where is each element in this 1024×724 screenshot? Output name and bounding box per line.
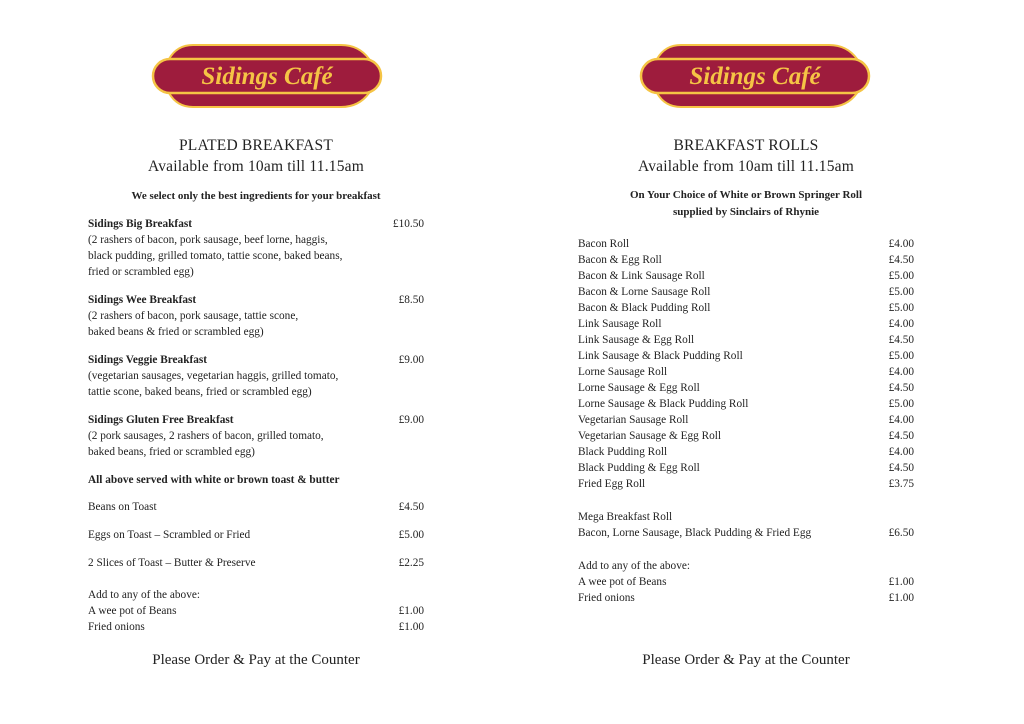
item-name: Lorne Sausage & Egg Roll <box>578 382 700 394</box>
roll-item <box>578 284 914 300</box>
item-name: Link Sausage & Black Pudding Roll <box>578 350 743 362</box>
item-desc: tattie scone, baked beans, fried or scrambled egg) <box>88 386 312 398</box>
roll-item <box>578 316 914 332</box>
item-name: Sidings Wee Breakfast <box>88 294 197 306</box>
roll-item <box>578 444 914 460</box>
roll-item <box>578 348 914 364</box>
item-name: Bacon & Black Pudding Roll <box>578 302 711 314</box>
item-price: £4.00 <box>888 414 914 426</box>
item-price: £5.00 <box>888 398 914 410</box>
item-price: £5.00 <box>888 286 914 298</box>
roll-item <box>578 268 914 284</box>
item-name: Bacon & Lorne Sausage Roll <box>578 286 711 298</box>
roll-item <box>578 412 914 428</box>
roll-item <box>578 396 914 412</box>
item-name: Black Pudding Roll <box>578 446 668 458</box>
roll-item <box>578 380 914 396</box>
item-price: £9.00 <box>398 414 424 426</box>
plated-breakfast-menu <box>86 0 426 724</box>
item-desc: baked beans & fried or scrambled egg) <box>88 326 264 338</box>
mega-roll <box>578 509 914 541</box>
roll-item <box>578 364 914 380</box>
footer-note: Please Order & Pay at the Counter <box>152 652 360 668</box>
item-price: £4.50 <box>888 334 914 346</box>
item-name: 2 Slices of Toast – Butter & Preserve <box>88 557 256 569</box>
item-name: Sidings Gluten Free Breakfast <box>88 414 234 426</box>
menu-item <box>88 555 424 571</box>
item-desc: (2 rashers of bacon, pork sausage, tattie scone, <box>88 310 299 322</box>
roll-item <box>578 476 914 492</box>
addons <box>578 558 914 606</box>
menu-item <box>88 292 424 340</box>
item-price: £1.00 <box>398 605 424 617</box>
item-price: £4.00 <box>888 238 914 250</box>
item-name: A wee pot of Beans <box>578 576 667 588</box>
breakfast-rolls-menu <box>576 0 916 724</box>
item-price: £10.50 <box>392 218 424 230</box>
menu-item <box>88 499 424 515</box>
menu-title: BREAKFAST ROLLS <box>673 137 819 154</box>
footer-note: Please Order & Pay at the Counter <box>642 652 850 668</box>
roll-item <box>578 332 914 348</box>
item-price: £4.50 <box>888 254 914 266</box>
menu-item <box>88 216 424 280</box>
availability: Available from 10am till 11.15am <box>637 158 855 175</box>
item-name: Black Pudding & Egg Roll <box>578 462 700 474</box>
item-name: Bacon & Egg Roll <box>578 254 662 266</box>
svg-text:Sidings Café: Sidings Café <box>201 63 333 90</box>
item-price: £4.00 <box>888 318 914 330</box>
item-name: Beans on Toast <box>88 501 157 513</box>
item-name: Fried Egg Roll <box>578 478 646 490</box>
item-price: £9.00 <box>398 354 424 366</box>
item-desc: (2 pork sausages, 2 rashers of bacon, grilled tomato, <box>88 430 324 442</box>
item-price: £3.75 <box>888 478 914 490</box>
item-name: Lorne Sausage & Black Pudding Roll <box>578 398 749 410</box>
item-desc: fried or scrambled egg) <box>88 266 194 278</box>
roll-item <box>578 428 914 444</box>
availability: Available from 10am till 11.15am <box>147 158 365 175</box>
item-price: £4.50 <box>398 501 424 513</box>
tagline: We select only the best ingredients for your breakfast <box>131 190 381 202</box>
rolls-list <box>578 236 914 492</box>
item-name: Link Sausage Roll <box>578 318 662 330</box>
menu-title: PLATED BREAKFAST <box>178 137 334 154</box>
item-name: Mega Breakfast Roll <box>578 511 673 523</box>
tagline: On Your Choice of White or Brown Springer Roll <box>629 189 863 201</box>
item-name: Bacon & Link Sausage Roll <box>578 270 705 282</box>
item-desc: Bacon, Lorne Sausage, Black Pudding & Fried Egg <box>578 527 812 539</box>
item-name: Vegetarian Sausage Roll <box>578 414 689 426</box>
menu-item <box>88 412 424 460</box>
item-price: £5.00 <box>888 350 914 362</box>
item-name: Fried onions <box>88 621 145 633</box>
item-price: £4.50 <box>888 430 914 442</box>
item-price: £1.00 <box>398 621 424 633</box>
item-price: £6.50 <box>888 527 914 539</box>
item-price: £5.00 <box>888 270 914 282</box>
item-price: £1.00 <box>888 592 914 604</box>
item-name: Link Sausage & Egg Roll <box>578 334 695 346</box>
svg-text:Sidings Café: Sidings Café <box>689 63 821 90</box>
served-note: All above served with white or brown toast & butter <box>88 474 340 486</box>
item-desc: (vegetarian sausages, vegetarian haggis, grilled tomato, <box>88 370 339 382</box>
item-name: Vegetarian Sausage & Egg Roll <box>578 430 722 442</box>
menu-item <box>88 352 424 400</box>
roll-item <box>578 236 914 252</box>
item-name: Sidings Veggie Breakfast <box>88 354 208 366</box>
item-name: A wee pot of Beans <box>88 605 177 617</box>
item-desc: (2 rashers of bacon, pork sausage, beef lorne, haggis, <box>88 234 328 246</box>
addons-label: Add to any of the above: <box>578 560 690 572</box>
item-name: Sidings Big Breakfast <box>88 218 192 230</box>
item-price: £4.50 <box>888 382 914 394</box>
item-price: £2.25 <box>398 557 424 569</box>
item-price: £5.00 <box>888 302 914 314</box>
supplier-note: supplied by Sinclairs of Rhynie <box>672 206 820 218</box>
item-name: Fried onions <box>578 592 635 604</box>
roll-item <box>578 300 914 316</box>
sidings-cafe-logo <box>151 43 383 109</box>
item-name: Lorne Sausage Roll <box>578 366 668 378</box>
addons <box>88 587 424 635</box>
item-name: Bacon Roll <box>578 238 630 250</box>
sidings-cafe-logo <box>639 43 871 109</box>
item-price: £4.50 <box>888 462 914 474</box>
roll-item <box>578 252 914 268</box>
item-price: £5.00 <box>398 529 424 541</box>
item-price: £4.00 <box>888 366 914 378</box>
item-price: £1.00 <box>888 576 914 588</box>
item-desc: black pudding, grilled tomato, tattie scone, baked beans, <box>88 250 343 262</box>
menu-item <box>88 527 424 543</box>
item-name: Eggs on Toast – Scrambled or Fried <box>88 529 251 541</box>
addons-label: Add to any of the above: <box>88 589 200 601</box>
item-price: £8.50 <box>398 294 424 306</box>
roll-item <box>578 460 914 476</box>
item-price: £4.00 <box>888 446 914 458</box>
item-desc: baked beans, fried or scrambled egg) <box>88 446 255 458</box>
